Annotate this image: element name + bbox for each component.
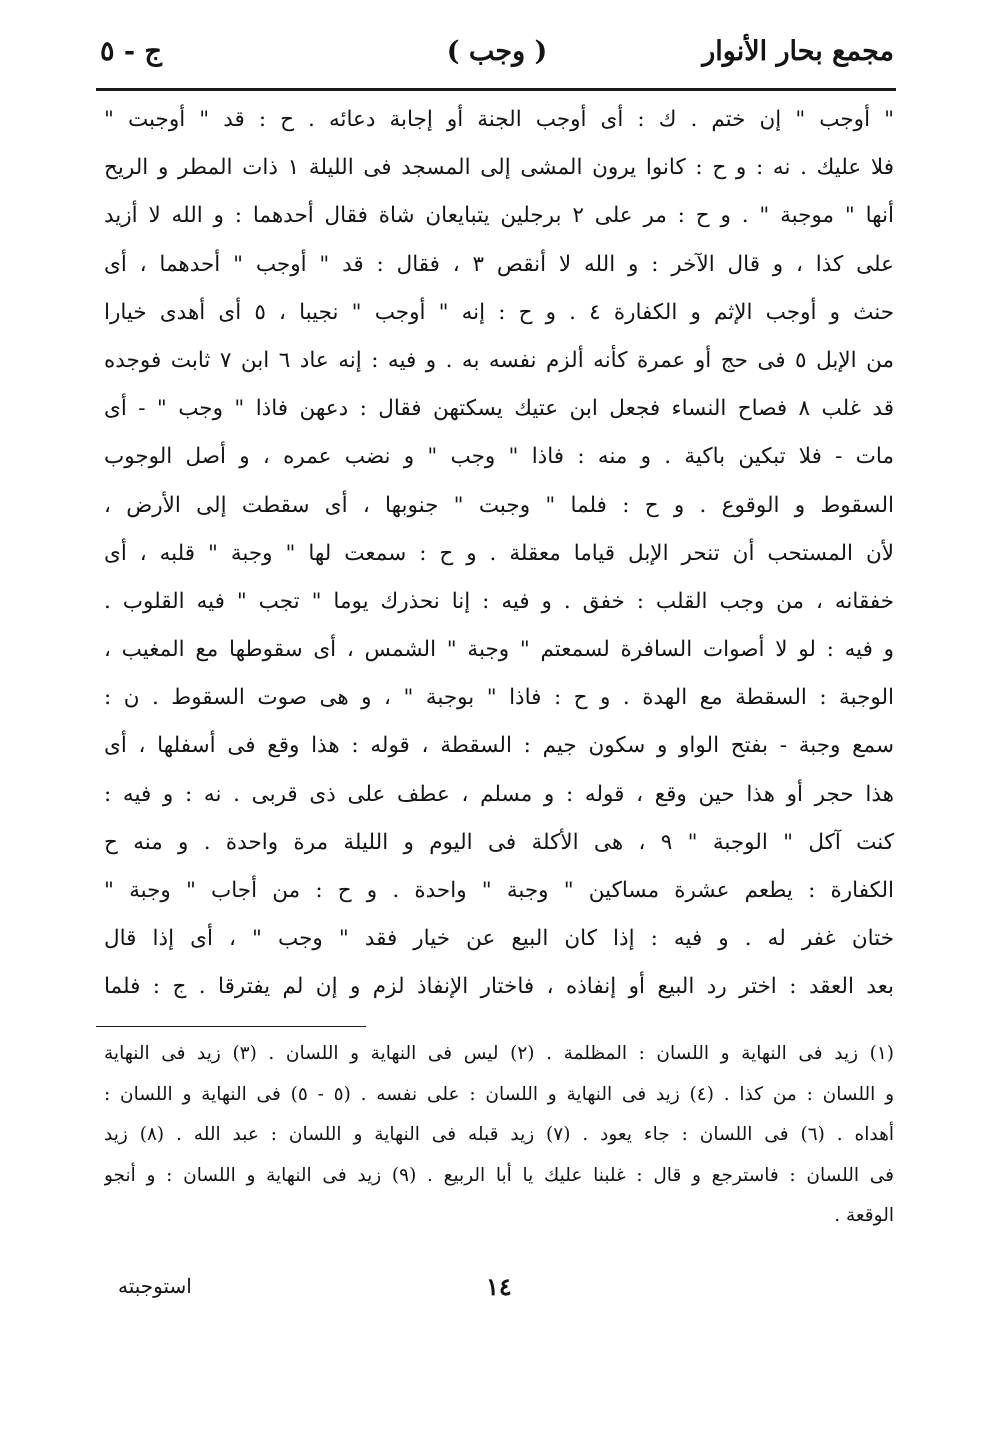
catchword: استوجبته — [118, 1274, 192, 1298]
footnote-line: (١) زيد فى النهاية و اللسان : المظلمة . (٢) ليس فى النهاية و اللسان . (٣) زيد فى النهاية — [104, 1043, 894, 1064]
volume-number: ج - ٥ — [100, 36, 162, 67]
text-line: السقوط و الوقوع . و ح : فلما " وجبت " جنوبها ، أى سقطت إلى الأرض ، — [104, 492, 894, 518]
text-line: حنث و أوجب الإثم و الكفارة ٤ . و ح : إنه " أوجب " نجيبا ، ٥ أى أهدى خيارا — [104, 299, 894, 325]
text-line: هذا حجر أو هذا حين وقع ، قوله : و مسلم ، عطف على ذى قربى . نه : و فيه : — [104, 781, 894, 807]
text-line: الكفارة : يطعم عشرة مساكين " وجبة " واحدة . و ح : من أجاب " وجبة " — [104, 878, 894, 903]
footnotes — [104, 1034, 894, 1237]
text-line: مات - فلا تبكين باكية . و منه : فاذا " وجب " و نضب عمره ، و أصل الوجوب — [104, 444, 894, 470]
text-line: لأن المستحب أن تنحر الإبل قياما معقلة . و ح : سمعت لها " وجبة " قلبه ، أى — [104, 540, 894, 566]
text-line: ختان غفر له . و فيه : إذا كان البيع عن خيار فقد " وجب " ، أى إذا قال — [104, 926, 894, 952]
footnote-line: أهداه . (٦) فى اللسان : جاء يعود . (٧) زيد قبله فى النهاية و اللسان : عبد الله . (٨) زيد — [104, 1124, 894, 1145]
text-line: سمع وجبة - بفتح الواو و سكون جيم : السقطة ، قوله : هذا وقع فى أسفلها ، أى — [104, 733, 894, 759]
text-line: " أوجب " إن ختم . ك : أى أوجب الجنة أو إجابة دعائه . ح : قد " أوجبت " — [104, 107, 894, 132]
text-line: فلا عليك . نه : و ح : كانوا يرون المشى إلى المسجد فى الليلة ١ ذات المطر و الريح — [104, 155, 894, 181]
text-line: على كذا ، و قال الآخر : و الله لا أنقص ٣ ، فقال : قد " أوجب " أحدهما ، أى — [104, 251, 894, 277]
text-line: الوجبة : السقطة مع الهدة . و ح : فاذا " بوجبة " ، و هى صوت السقوط . ن : — [104, 685, 894, 711]
text-line: كنت آكل " الوجبة " ٩ ، هى الأكلة فى اليوم و الليلة مرة واحدة . و منه ح — [104, 829, 894, 855]
footnote-line: فى اللسان : فاسترجع و قال : غلبنا عليك يا أبا الربيع . (٩) زيد فى النهاية و اللسان : و أنجو — [104, 1164, 894, 1186]
entry-word: ( وجب ) — [446, 36, 548, 67]
running-header — [100, 36, 894, 84]
footnote-line: و اللسان : من كذا . (٤) زيد فى النهاية و اللسان : على نفسه . (٥ - ٥) فى النهاية و اللسان : — [104, 1083, 894, 1105]
text-line: و فيه : لو لا أصوات السافرة لسمعتم " وجبة " الشمس ، أى سقوطها مع المغيب ، — [104, 637, 894, 663]
text-line: من الإبل ٥ فى حج أو عمرة كأنه ألزم نفسه به . و فيه : إنه عاد ٦ ابن ٧ ثابت فوجده — [104, 347, 894, 373]
page-number: ١٤ — [486, 1272, 512, 1301]
book-title: مجمع بحار الأنوار — [702, 36, 894, 67]
footnote-rule — [96, 1026, 366, 1027]
main-text — [104, 96, 894, 1012]
text-line: بعد العقد : اختر رد البيع أو إنفاذه ، فاختار الإنفاذ لزم و إن لم يفترقا . ج : فلما — [104, 974, 894, 1000]
footnote-line: الوقعة . — [834, 1205, 894, 1226]
text-line: أنها " موجبة " . و ح : مر على ٢ برجلين يتبايعان شاة فقال أحدهما : و الله لا أزيد — [104, 203, 894, 229]
text-line: قد غلب ٨ فصاح النساء فجعل ابن عتيك يسكتهن فقال : دعهن فاذا " وجب " - أى — [104, 396, 894, 422]
header-rule — [96, 88, 896, 91]
text-line: خفقانه ، من وجب القلب : خفق . و فيه : إنا نحذرك يوما " تجب " فيه القلوب . — [104, 588, 894, 614]
